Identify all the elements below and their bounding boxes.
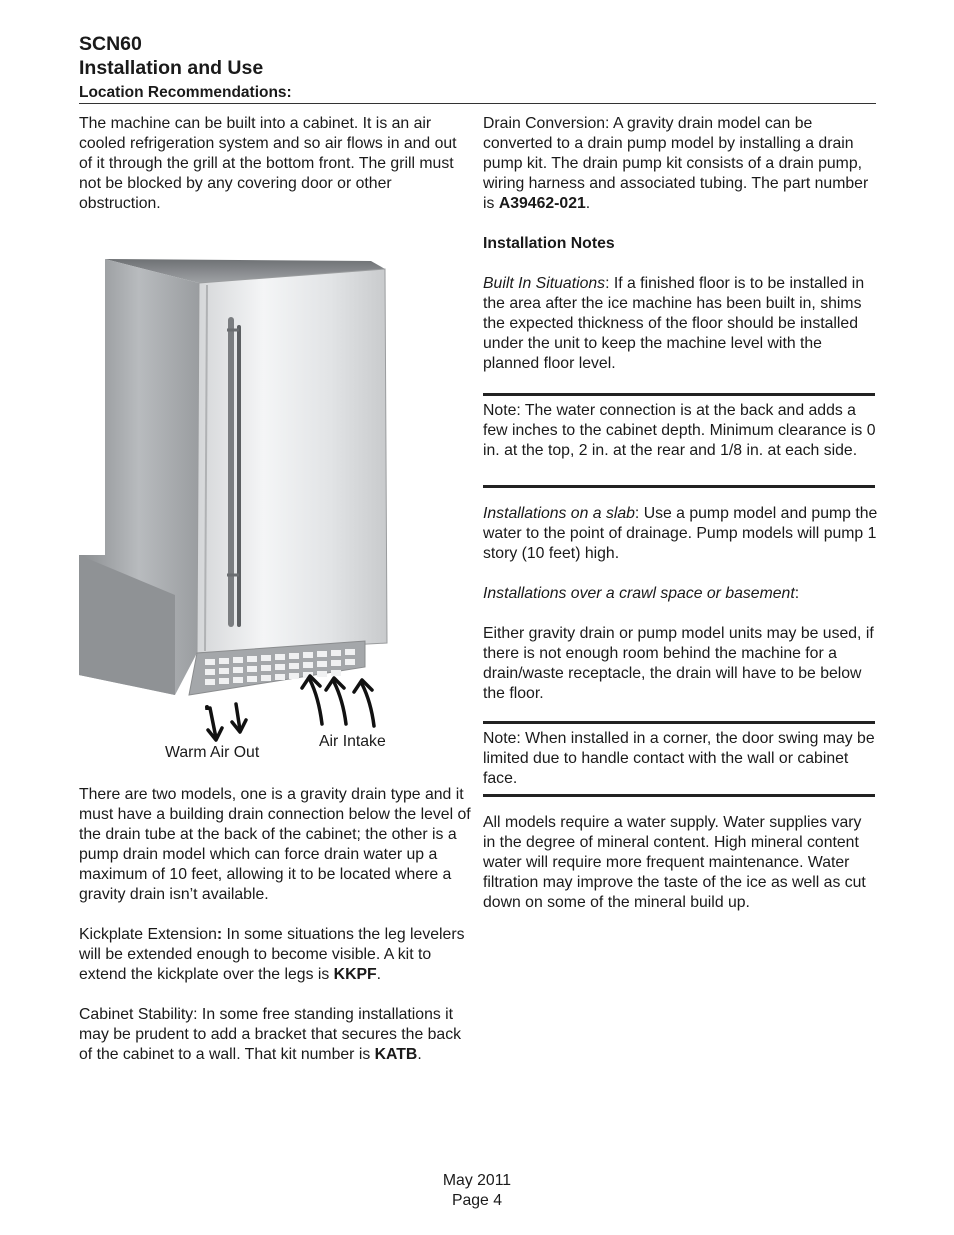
stability-end: . — [417, 1046, 422, 1063]
models-paragraph: There are two models, one is a gravity drain type and it must have a building drain connection below the level of the drain tube at the back of the cabinet; the other is a pump drain model which can force drain water up a maximum of 10 feet, allowing it to be located where a gravity drain isn’t available. — [79, 786, 471, 903]
note1-top-rule — [483, 393, 875, 396]
ice-machine-illustration — [79, 255, 459, 710]
installation-notes-heading: Installation Notes — [483, 235, 615, 252]
slab-paragraph — [483, 504, 878, 564]
crawl-heading — [483, 584, 878, 604]
kickplate-colon: : — [216, 926, 223, 943]
header-rule — [79, 103, 876, 104]
kickplate-text: In some situations the leg levelers will be extended enough to become visible. A kit to extend the kickplate over the legs is — [79, 926, 465, 983]
left-column — [79, 114, 474, 214]
built-in-label: Built In Situations — [483, 275, 606, 292]
subsection-title: Location Recommendations: — [79, 84, 292, 101]
note2-top-rule — [483, 721, 875, 724]
warm-air-out-label: Warm Air Out — [165, 744, 260, 761]
stability-text: Cabinet Stability: In some free standing installations it may be prudent to add a bracket that secures the back of the cabinet to a wall. That kit number is — [79, 1006, 461, 1063]
drain-end: . — [585, 195, 591, 212]
drain-text: Drain Conversion: A gravity drain model can be converted to a drain pump model by installing a drain pump kit. The drain pump kit consists of a drain pump, wiring harness and associated tubing. The part number is — [483, 115, 869, 212]
built-in-text: : If a finished floor is to be installed in the area after the ice machine has been built in, shims the expected thickness of the floor should be installed under the unit to keep the machine level with the planned floor level. — [483, 275, 865, 372]
slab-text: : Use a pump model and pump the water to the point of drainage. Pump models will pump 1 story (10 feet) high. — [483, 505, 878, 562]
drain-part-number: A39462-021 — [498, 195, 586, 212]
note1-text: Note: The water connection is at the back and adds a few inches to the cabinet depth. Minimum clearance is 0 in. at the top, 2 in. at the rear and 1/8 in. at each side. — [483, 402, 876, 459]
kickplate-label: Kickplate Extension — [79, 926, 217, 943]
crawl-paragraph: Either gravity drain or pump model units may be used, if there is not enough room behind the machine for a drain/waste receptacle, the drain will have to be below the floor. — [483, 625, 874, 702]
stability-part-number: KATB — [374, 1046, 418, 1063]
footer-date: May 2011 — [442, 1172, 512, 1189]
right-column — [483, 114, 878, 374]
note2-text: Note: When installed in a corner, the door swing may be limited due to handle contact with the wall or cabinet face. — [483, 730, 875, 787]
note1-block — [483, 401, 878, 461]
left-column-lower — [79, 785, 474, 1065]
note1-bottom-rule — [483, 485, 875, 488]
section-title: Installation and Use — [79, 57, 264, 79]
kickplate-part-number: KKPF — [333, 966, 377, 983]
note2-block — [483, 729, 878, 789]
built-in-paragraph — [483, 274, 878, 374]
footer-page-number: Page 4 — [451, 1192, 503, 1209]
crawl-label: Installations over a crawl space or basement — [483, 585, 795, 602]
stability-paragraph — [79, 1005, 474, 1065]
crawl-colon: : — [794, 585, 800, 602]
air-intake-label: Air Intake — [319, 733, 386, 750]
water-paragraph: All models require a water supply. Water supplies vary in the degree of mineral content. High mineral content water will require more frequent maintenance. Water filtration may improve the taste of the ice as well as cut down on some of the mineral build up. — [483, 814, 866, 911]
intro-paragraph: The machine can be built into a cabinet. It is an air cooled refrigeration system and so air flows in and out of it through the grill at the bottom front. The grill must not be blocked by any covering door or other obstruction. — [79, 115, 457, 212]
note2-bottom-rule — [483, 794, 875, 797]
kickplate-end: . — [376, 966, 382, 983]
right-column-middle — [483, 504, 878, 704]
model-title: SCN60 — [79, 33, 142, 55]
slab-label: Installations on a slab — [483, 505, 635, 522]
drain-conversion-paragraph — [483, 114, 878, 214]
water-block — [483, 813, 878, 913]
kickplate-paragraph — [79, 925, 474, 985]
